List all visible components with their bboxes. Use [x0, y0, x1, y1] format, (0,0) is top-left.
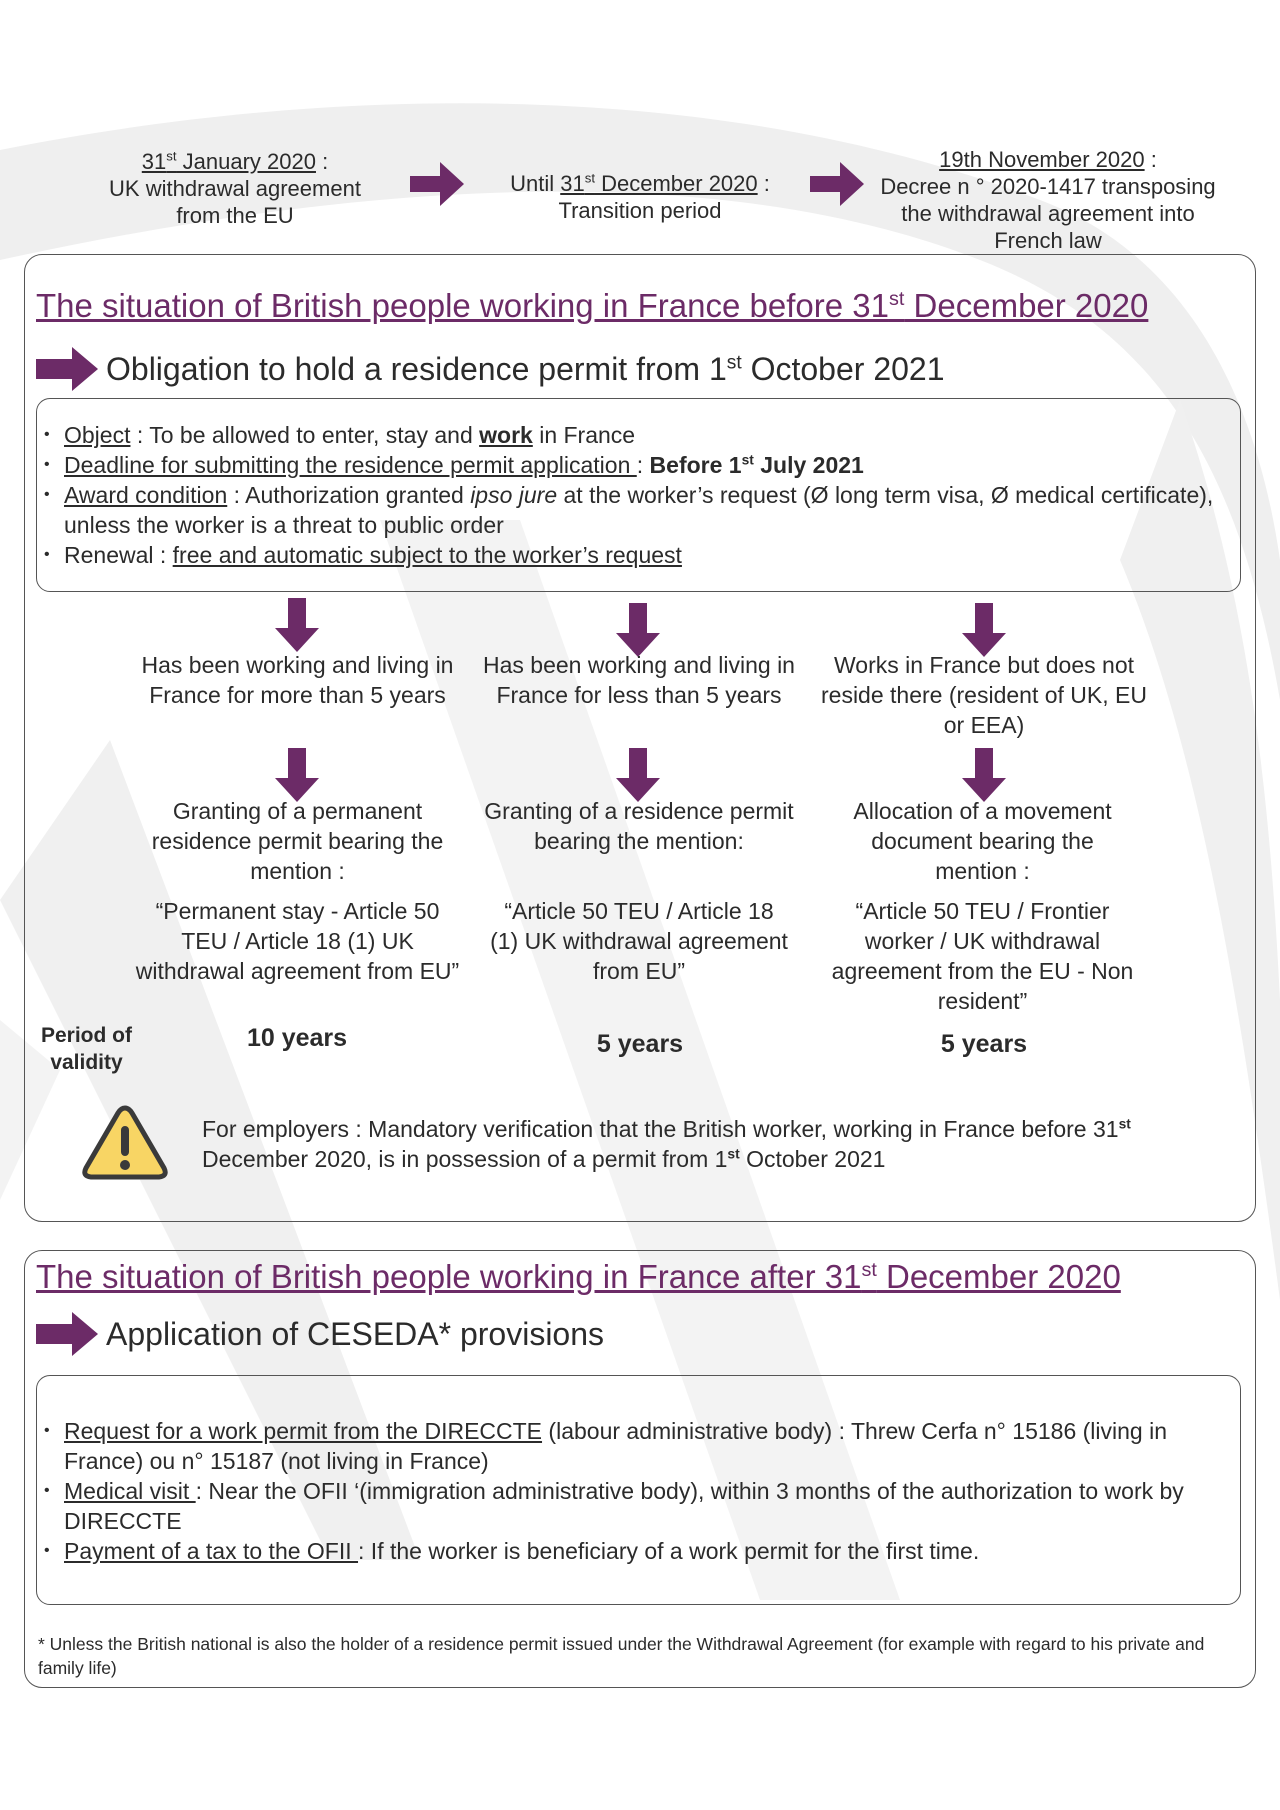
list-item: • Award condition : Authorization granted ipso jure at the worker’s request (Ø long term visa, Ø medical certificate), unless the worker is a threat to public order: [42, 480, 1222, 540]
section-before-title: The situation of British people working in France before 31st December 2020: [36, 287, 1149, 324]
list-item: • Request for a work permit from the DIRECCTE (labour administrative body) : Threw Cerfa n° 15186 (living in France) ou n° 15187 (not living in France): [42, 1416, 1222, 1476]
period-of-validity-label: Period of validity: [40, 1024, 132, 1074]
timeline-item-decree: 19th November 2020 : Decree n ° 2020-1417 transposing the withdrawal agreement into French law: [880, 147, 1216, 253]
column-1-mention: “Permanent stay - Article 50 TEU / Article 18 (1) UK withdrawal agreement from EU”: [135, 898, 460, 984]
column-2-period: 5 years: [596, 1030, 684, 1058]
timeline-item-withdrawal: 31st January 2020 : UK withdrawal agreement from the EU: [109, 148, 361, 228]
column-2-mention: “Article 50 TEU / Article 18 (1) UK withdrawal agreement from EU”: [490, 898, 788, 984]
column-1-granting: Granting of a permanent residence permit bearing the mention :: [151, 798, 444, 884]
arrow-right-icon: [36, 1312, 98, 1356]
employer-warning-text: For employers : Mandatory verification that the British worker, working in France before 31st December 2020, is in possession of a permit from 1st October 2021: [202, 1116, 1131, 1172]
list-item: • Renewal : free and automatic subject to the worker’s request: [42, 540, 1222, 570]
list-item: • Medical visit : Near the OFII ‘(immigration administrative body), within 3 months of the authorization to work by DIRECCTE: [42, 1476, 1222, 1536]
arrow-right-icon: [410, 162, 464, 206]
section-after-subtitle: Application of CESEDA* provisions: [36, 1312, 604, 1356]
arrow-down-icon: [275, 748, 319, 802]
column-3-situation: Works in France but does not reside there (resident of UK, EU or EEA): [821, 652, 1147, 738]
arrow-right-icon: [36, 347, 98, 391]
conditions-list: [42, 420, 1222, 570]
column-3-granting: Allocation of a movement document bearing the mention :: [853, 798, 1112, 884]
column-3-mention: “Article 50 TEU / Frontier worker / UK withdrawal agreement from the EU - Non resident”: [831, 898, 1134, 1014]
list-item: • Deadline for submitting the residence permit application : Before 1st July 2021: [42, 450, 1222, 480]
timeline-item-transition: Until 31st December 2020 : Transition period: [510, 170, 770, 223]
list-item: • Object : To be allowed to enter, stay and work in France: [42, 420, 1222, 450]
arrow-down-icon: [962, 748, 1006, 802]
footnote: * Unless the British national is also the holder of a residence permit issued under the Withdrawal Agreement (for example with regard to his private and family life): [38, 1634, 1205, 1678]
warning-icon: [80, 1102, 170, 1182]
list-item: • Payment of a tax to the OFII : If the worker is beneficiary of a work permit for the first time.: [42, 1536, 1222, 1566]
arrow-right-icon: [810, 162, 864, 206]
column-1-period: 10 years: [246, 1024, 348, 1052]
column-1-situation: Has been working and living in France for more than 5 years: [141, 652, 454, 708]
section-after-title: The situation of British people working in France after 31st December 2020: [36, 1258, 1121, 1295]
arrow-down-icon: [275, 598, 319, 652]
column-2-granting: Granting of a residence permit bearing the mention:: [484, 798, 794, 854]
arrow-down-icon: [616, 748, 660, 802]
column-3-period: 5 years: [940, 1030, 1028, 1058]
section-before-subtitle: Obligation to hold a residence permit from 1st October 2021: [36, 347, 945, 391]
column-2-situation: Has been working and living in France for less than 5 years: [483, 652, 795, 708]
arrow-down-icon: [616, 603, 660, 657]
ceseda-provisions-list: [42, 1416, 1222, 1566]
arrow-down-icon: [962, 603, 1006, 657]
